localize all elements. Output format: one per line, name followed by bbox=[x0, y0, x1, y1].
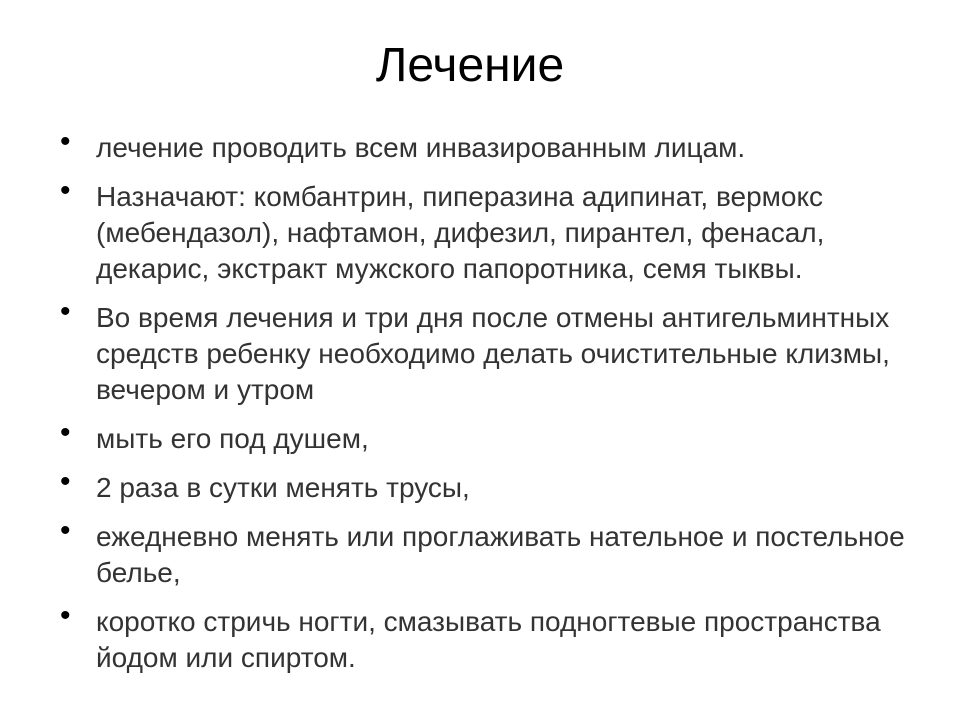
bullet-item bbox=[60, 599, 920, 676]
bullet-item bbox=[60, 514, 920, 591]
bullet-marker-icon: • bbox=[60, 416, 71, 449]
bullet-text: Назначают: комбантрин, пиперазина адипинат, вермокс (мебендазол), нафтамон, дифезил, пирантел, фенасал, декарис, экстракт мужского папоротника, семя тыквы. bbox=[96, 181, 825, 284]
bullet-marker-icon: • bbox=[60, 125, 71, 158]
bullet-marker-icon: • bbox=[60, 514, 71, 547]
bullet-list bbox=[60, 125, 920, 689]
bullet-text: 2 раза в сутки менять трусы, bbox=[96, 472, 470, 503]
slide-title: Лечение bbox=[375, 39, 565, 92]
bullet-text: лечение проводить всем инвазированным лицам. bbox=[96, 132, 746, 163]
bullet-item bbox=[60, 416, 920, 457]
bullet-text: мыть его под душем, bbox=[96, 423, 369, 454]
bullet-item bbox=[60, 125, 920, 166]
bullet-marker-icon: • bbox=[60, 465, 71, 498]
bullet-text: Во время лечения и три дня после отмены антигельминтных средств ребенку необходимо делать очистительные клизмы, вечером и утром bbox=[96, 302, 890, 405]
bullet-item bbox=[60, 174, 920, 287]
bullet-item bbox=[60, 465, 920, 506]
bullet-marker-icon: • bbox=[60, 599, 71, 632]
bullet-marker-icon: • bbox=[60, 295, 71, 328]
bullet-text: ежедневно менять или проглаживать нательное и постельное белье, bbox=[96, 521, 905, 588]
bullet-item bbox=[60, 295, 920, 408]
bullet-marker-icon: • bbox=[60, 174, 71, 207]
bullet-text: коротко стричь ногти, смазывать подногтевые пространства йодом или спиртом. bbox=[96, 606, 881, 673]
